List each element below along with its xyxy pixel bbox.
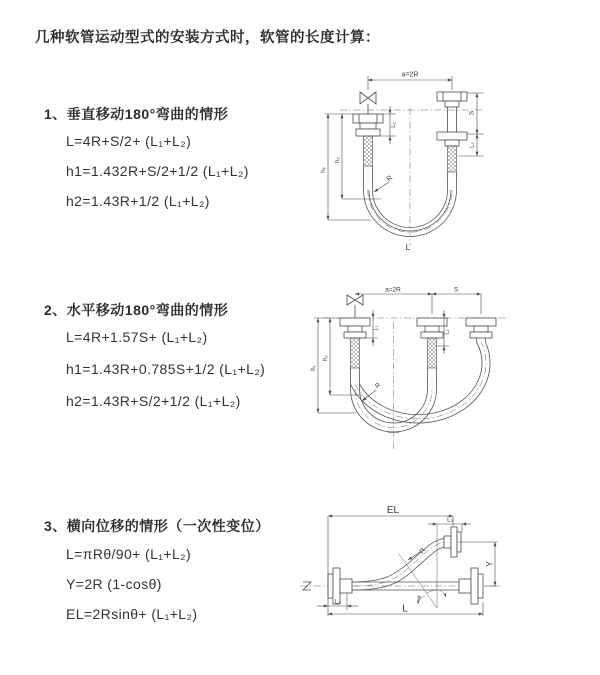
- dim-label-a2r: a=2R: [385, 286, 401, 294]
- middle-flange-fitting: [417, 318, 447, 368]
- dim-label-y: Y: [484, 560, 495, 568]
- right-flange-fitting: [459, 568, 483, 604]
- dim-label-h2: h₂: [334, 156, 341, 164]
- dim-label-h1: h₁: [320, 167, 327, 173]
- dim-label-s: S: [453, 286, 459, 294]
- dim-label-l2: L₂: [444, 329, 451, 335]
- section-3-heading: 3、横向位移的情形（一次性变位）: [44, 518, 270, 534]
- construction-lines: [303, 524, 446, 608]
- dim-label-r: R: [373, 381, 383, 391]
- left-flange-fitting: [353, 114, 383, 166]
- dim-label-l: L: [405, 242, 411, 252]
- dim-label-l: L: [402, 603, 408, 615]
- left-flange-fitting: [340, 318, 370, 368]
- formula-line: L=4R+1.57S+ (L₁+L₂): [66, 329, 208, 345]
- dim-label-l1: L₁: [334, 599, 341, 606]
- dim-label-r: R: [418, 546, 428, 556]
- formula-line: L=4R+S/2+ (L₁+L₂): [66, 133, 192, 149]
- formula-line: h2=1.43R+S/2+1/2 (L₁+L₂): [66, 393, 241, 409]
- dim-label-el: EL: [386, 505, 400, 516]
- dim-label-h1: h₁: [311, 365, 317, 371]
- dim-label-h2: h₂: [323, 355, 329, 361]
- formula-line: L=πRθ/90+ (L₁+L₂): [66, 546, 192, 562]
- section-2-heading: 2、水平移动180°弯曲的情形: [44, 302, 229, 318]
- valve-icon: [347, 295, 363, 318]
- dim-label-r: R: [385, 174, 395, 184]
- formula-line: Y=2R (1-cosθ): [66, 576, 162, 592]
- braided-section: [428, 338, 437, 368]
- braided-section: [351, 338, 360, 368]
- dim-label-l1: L₁: [373, 325, 380, 331]
- dim-label-l2: L₂: [469, 142, 476, 148]
- page-title: 几种软管运动型式的安装方式时，软管的长度计算：: [35, 30, 380, 46]
- formula-line: h2=1.43R+1/2 (L₁+L₂): [66, 193, 210, 209]
- section-1-heading: 1、垂直移动180°弯曲的情形: [44, 106, 229, 122]
- dim-label-l2: L₂: [447, 517, 453, 524]
- right-flange-fitting-displaced: [466, 318, 496, 338]
- dim-label-a2r: a=2R: [401, 71, 419, 79]
- formula-line: h1=1.432R+S/2+1/2 (L₁+L₂): [66, 163, 249, 179]
- right-flange-fitting: [437, 92, 467, 172]
- diagram-horizontal-180-bend: [298, 284, 598, 459]
- valve-icon: [360, 92, 376, 114]
- formula-line: EL=2Rsinθ+ (L₁+L₂): [66, 606, 198, 622]
- diagram-vertical-180-bend: [305, 68, 595, 263]
- braided-section: [364, 136, 373, 166]
- diagram-lateral-displacement: [295, 500, 600, 660]
- dim-label-s: S: [468, 110, 476, 116]
- dim-label-l1: L₁: [391, 122, 397, 128]
- braided-section: [448, 146, 457, 172]
- dim-label-theta: θ: [417, 596, 421, 602]
- dimension-lines: [311, 287, 481, 433]
- formula-line: h1=1.43R+0.785S+1/2 (L₁+L₂): [66, 361, 266, 377]
